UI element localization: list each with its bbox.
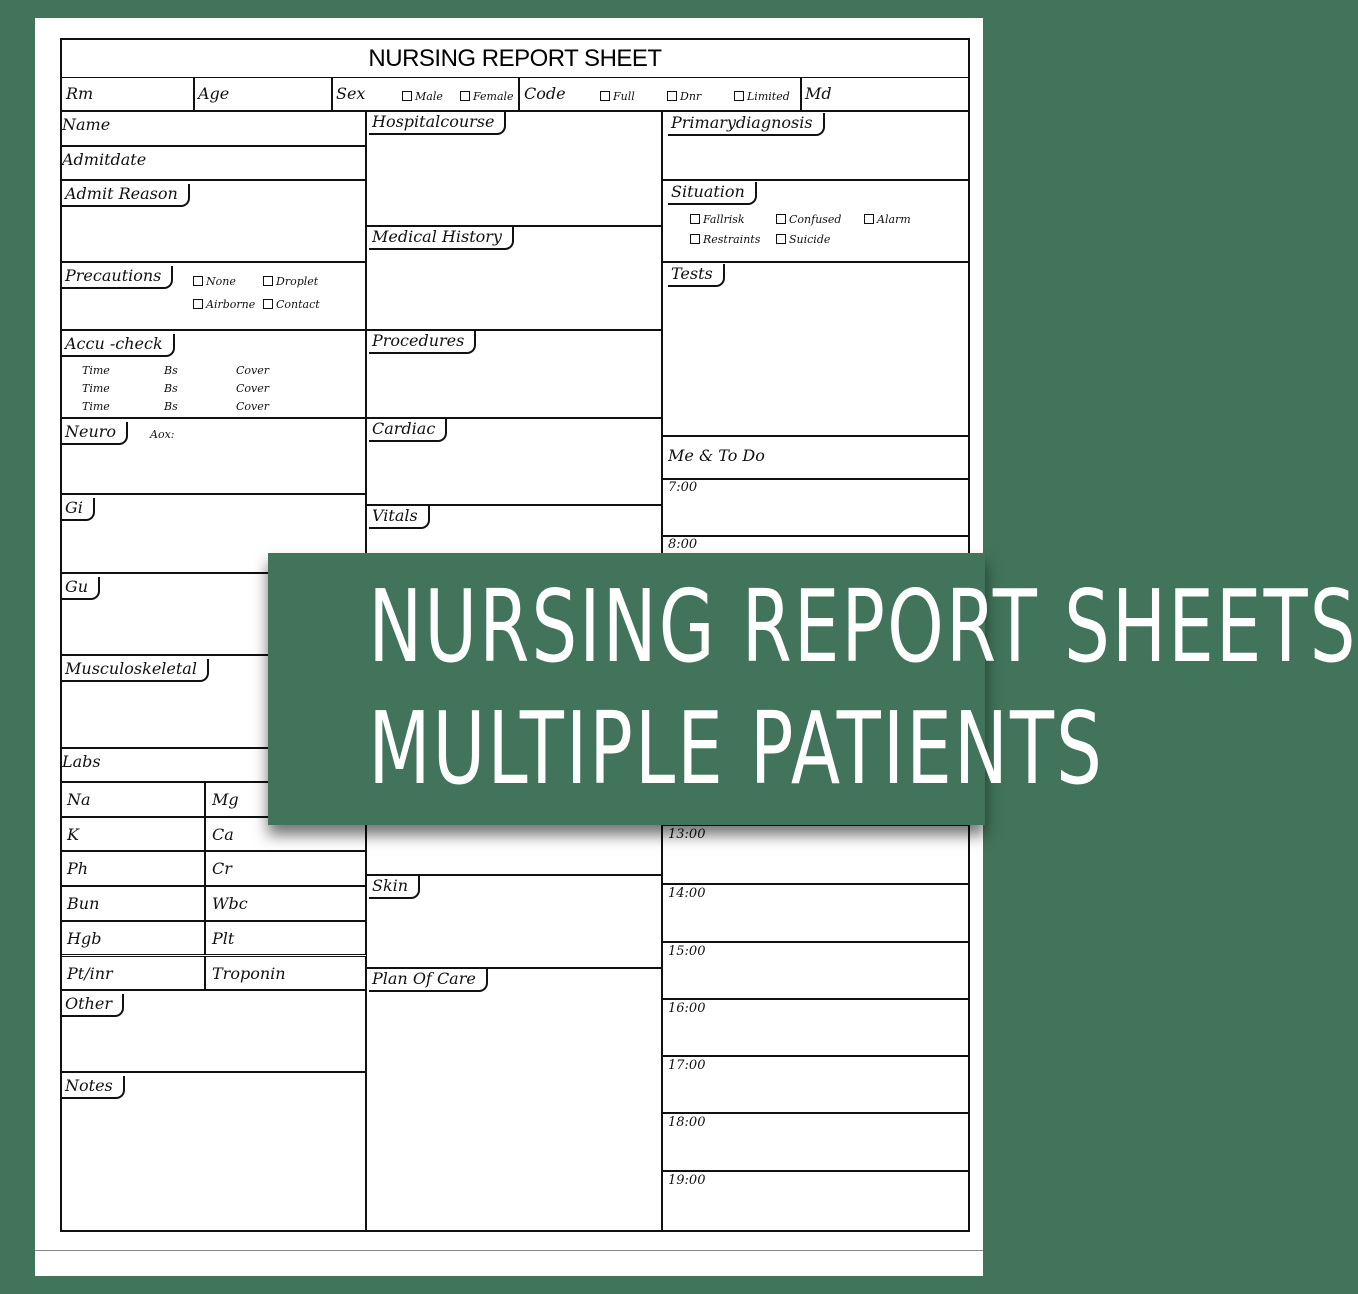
label-tests: Tests (668, 264, 725, 287)
header-divider (193, 77, 195, 111)
hour-row (662, 1171, 970, 1232)
checkbox-icon[interactable] (734, 91, 744, 101)
accu-time: Time (82, 382, 110, 395)
checkbox-label: Airborne (206, 298, 256, 311)
lab-plt: Plt (212, 928, 235, 948)
section-plan (366, 968, 662, 1232)
label-gi: Gi (62, 498, 95, 521)
label-todo: Me & To Do (668, 446, 765, 465)
checkbox-label: Female (473, 90, 514, 103)
lab-wbc: Wbc (212, 894, 248, 914)
md-field: Md (805, 84, 832, 103)
accu-bs: Bs (164, 382, 178, 395)
lab-mg: Mg (212, 790, 239, 809)
checkbox-icon[interactable] (460, 91, 470, 101)
male-checkbox[interactable] (402, 90, 443, 104)
checkbox-icon[interactable] (193, 299, 203, 309)
checkbox-label: Confused (789, 213, 842, 226)
hour-label: 14:00 (668, 886, 706, 901)
label-skin: Skin (369, 876, 420, 899)
header-row (60, 77, 970, 111)
code-field: Code (524, 84, 566, 103)
checkbox-label: None (206, 275, 236, 288)
checkbox-icon[interactable] (776, 234, 786, 244)
checkbox-icon[interactable] (864, 214, 874, 224)
lab-pt-inr: Pt/inr (67, 963, 113, 983)
hour-label: 8:00 (668, 537, 698, 552)
lab-ph: Ph (67, 859, 89, 879)
header-divider (518, 77, 520, 111)
lab-bun: Bun (67, 894, 100, 914)
checkbox-icon[interactable] (690, 214, 700, 224)
label-name: Name (62, 115, 111, 134)
lab-k: K (67, 824, 79, 844)
neuro-aox: Aox: (150, 428, 175, 441)
hour-row (662, 884, 970, 942)
checkbox-label: Alarm (877, 213, 911, 226)
limited-checkbox[interactable] (734, 90, 790, 104)
checkbox-icon[interactable] (193, 276, 203, 286)
checkbox-label: Full (613, 90, 635, 103)
accu-time: Time (82, 400, 110, 413)
hour-label: 17:00 (668, 1058, 706, 1073)
label-vitals: Vitals (369, 506, 430, 529)
hour-row (662, 942, 970, 999)
sex-field: Sex (336, 84, 366, 103)
label-notes: Notes (62, 1076, 125, 1099)
label-musculo: Musculoskeletal (62, 659, 209, 682)
label-precautions: Precautions (62, 266, 173, 289)
droplet-checkbox[interactable] (263, 275, 318, 289)
restraints-checkbox[interactable] (690, 233, 760, 247)
airborne-checkbox[interactable] (193, 298, 255, 312)
hour-label: 7:00 (668, 480, 698, 495)
checkbox-label: Dnr (680, 90, 702, 103)
none-checkbox[interactable] (193, 275, 236, 289)
full-checkbox[interactable] (600, 90, 635, 104)
rm-field: Rm (66, 84, 94, 103)
hour-label: 15:00 (668, 944, 706, 959)
checkbox-icon[interactable] (600, 91, 610, 101)
banner-line-1: NURSING REPORT SHEETS (368, 568, 1358, 685)
checkbox-icon[interactable] (402, 91, 412, 101)
label-neuro: Neuro (62, 422, 128, 445)
header-divider (800, 77, 802, 111)
label-plan: Plan Of Care (369, 969, 488, 992)
form-title: NURSING REPORT SHEET (368, 45, 662, 72)
checkbox-label: Suicide (789, 233, 831, 246)
suicide-checkbox[interactable] (776, 233, 830, 247)
checkbox-icon[interactable] (690, 234, 700, 244)
accu-cover: Cover (236, 400, 270, 413)
checkbox-icon[interactable] (667, 91, 677, 101)
label-accu: Accu -check (62, 334, 175, 357)
accu-bs: Bs (164, 364, 178, 377)
lab-cell (60, 817, 205, 852)
checkbox-label: Droplet (276, 275, 319, 288)
lab-cr: Cr (212, 859, 232, 879)
dnr-checkbox[interactable] (667, 90, 701, 104)
accu-cover: Cover (236, 364, 270, 377)
hour-row (662, 1056, 970, 1113)
label-hospital: Hospitalcourse (369, 112, 506, 135)
checkbox-label: Limited (747, 90, 790, 103)
lab-troponin: Troponin (212, 963, 286, 983)
label-other: Other (62, 994, 124, 1017)
label-medical: Medical History (369, 227, 514, 250)
accu-time: Time (82, 364, 110, 377)
hour-label: 13:00 (668, 827, 706, 842)
label-labs: Labs (62, 752, 101, 771)
checkbox-label: Contact (276, 298, 320, 311)
female-checkbox[interactable] (460, 90, 514, 104)
checkbox-label: Fallrisk (703, 213, 745, 226)
fallrisk-checkbox[interactable] (690, 213, 745, 227)
hour-label: 19:00 (668, 1173, 706, 1188)
accu-cover: Cover (236, 382, 270, 395)
label-situation: Situation (668, 182, 757, 205)
label-cardiac: Cardiac (369, 419, 447, 442)
title-banner (268, 553, 1358, 825)
alarm-checkbox[interactable] (864, 213, 911, 227)
age-field: Age (198, 84, 230, 103)
label-primary: Primarydiagnosis (668, 113, 825, 136)
hour-row (662, 999, 970, 1056)
lab-ca: Ca (212, 824, 234, 844)
hour-row (662, 479, 970, 536)
header-divider (331, 77, 333, 111)
label-gu: Gu (62, 577, 100, 600)
hour-label: 18:00 (668, 1115, 706, 1130)
banner-line-2: MULTIPLE PATIENTS (368, 690, 1104, 807)
checkbox-icon[interactable] (776, 214, 786, 224)
label-admitdate: Admitdate (62, 150, 147, 169)
hour-row (662, 825, 970, 884)
section-tests (662, 262, 970, 436)
accu-bs: Bs (164, 400, 178, 413)
divider (35, 1250, 983, 1251)
checkbox-icon[interactable] (263, 299, 273, 309)
hour-label: 16:00 (668, 1001, 706, 1016)
checkbox-label: Male (415, 90, 443, 103)
label-admit_reason: Admit Reason (62, 184, 190, 207)
hour-row (662, 1113, 970, 1171)
checkbox-icon[interactable] (263, 276, 273, 286)
label-procedures: Procedures (369, 331, 476, 354)
confused-checkbox[interactable] (776, 213, 841, 227)
lab-na: Na (67, 790, 91, 809)
lab-hgb: Hgb (67, 928, 102, 948)
contact-checkbox[interactable] (263, 298, 320, 312)
checkbox-label: Restraints (703, 233, 761, 246)
